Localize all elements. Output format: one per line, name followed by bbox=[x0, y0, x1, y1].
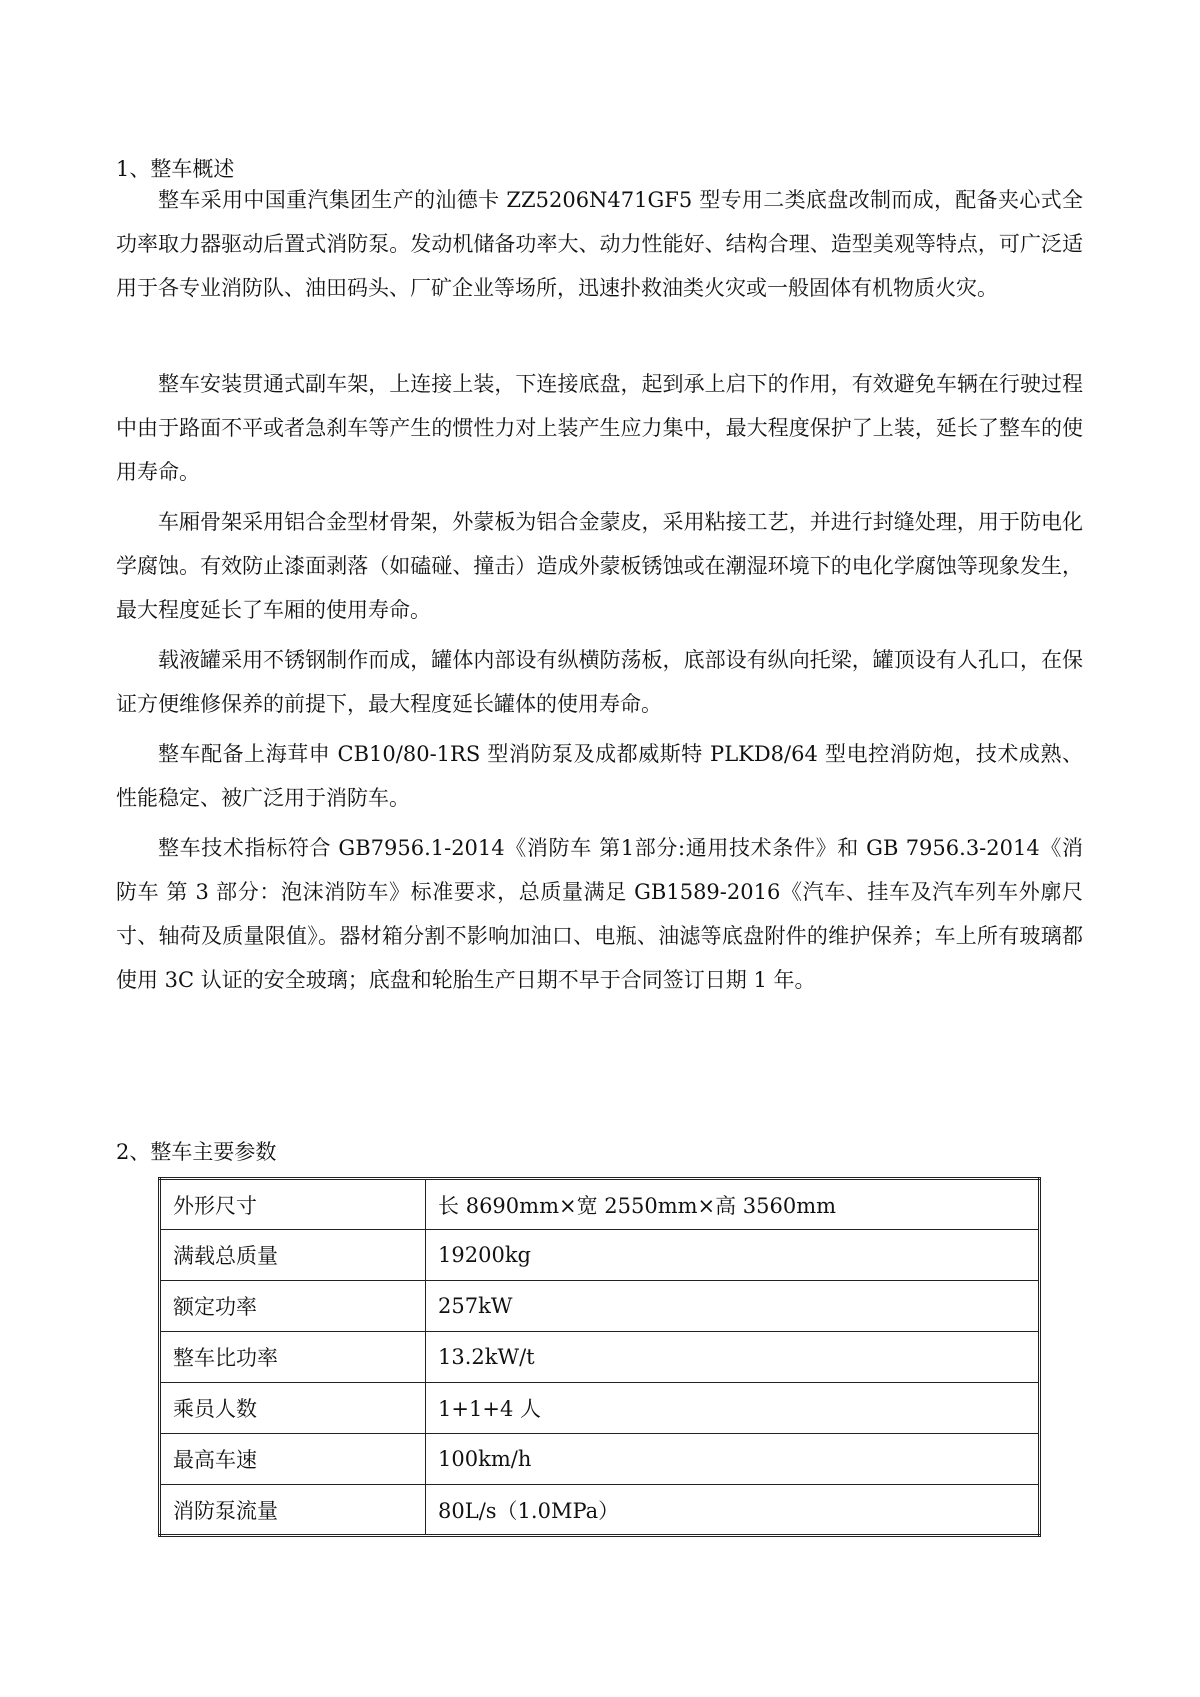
param-name: 整车比功率 bbox=[160, 1332, 426, 1383]
table-row bbox=[160, 1281, 1040, 1332]
param-value: 13.2kW/t bbox=[426, 1332, 1040, 1383]
param-name: 外形尺寸 bbox=[160, 1179, 426, 1230]
table-row bbox=[160, 1434, 1040, 1485]
param-name: 消防泵流量 bbox=[160, 1485, 426, 1536]
param-name: 乘员人数 bbox=[160, 1383, 426, 1434]
param-value: 长 8690mm×宽 2550mm×高 3560mm bbox=[426, 1179, 1040, 1230]
parameters-table bbox=[158, 1177, 1041, 1537]
table-row bbox=[160, 1332, 1040, 1383]
section-heading-parameters: 2、整车主要参数 bbox=[116, 1140, 277, 1164]
param-value: 1+1+4 人 bbox=[426, 1383, 1040, 1434]
paragraph-pump: 整车配备上海茸申 CB10/80-1RS 型消防泵及成都威斯特 PLKD8/64 型电控消防炮，技术成熟、性能稳定、被广泛用于消防车。 bbox=[116, 742, 1083, 810]
param-value: 257kW bbox=[426, 1281, 1040, 1332]
param-name: 最高车速 bbox=[160, 1434, 426, 1485]
paragraph-chassis: 整车采用中国重汽集团生产的汕德卡 ZZ5206N471GF5 型专用二类底盘改制而成，配备夹心式全功率取力器驱动后置式消防泵。发动机储备功率大、动力性能好、结构合理、造型美观等特点，可广泛适用于各专业消防队、油田码头、厂矿企业等场所，迅速扑救油类火灾或一般固体有机物质火灾。 bbox=[116, 188, 1083, 300]
table-row bbox=[160, 1485, 1040, 1536]
param-name: 满载总质量 bbox=[160, 1230, 426, 1281]
section-heading-overview: 1、整车概述 bbox=[116, 157, 235, 181]
paragraph-body-frame: 车厢骨架采用铝合金型材骨架，外蒙板为铝合金蒙皮，采用粘接工艺，并进行封缝处理，用于防电化学腐蚀。有效防止漆面剥落（如磕碰、撞击）造成外蒙板锈蚀或在潮湿环境下的电化学腐蚀等现象发生，最大程度延长了车厢的使用寿命。 bbox=[116, 510, 1083, 622]
paragraph-standards: 整车技术指标符合 GB7956.1-2014《消防车 第1部分:通用技术条件》和 GB 7956.3-2014《消防车 第 3 部分：泡沫消防车》标准要求，总质量满足 GB1589-2016《汽车、挂车及汽车列车外廓尺寸、轴荷及质量限值》。器材箱分割不影响加油口、电瓶、油滤等底盘附件的维护保养；车上所有玻璃都使用 3C 认证的安全玻璃；底盘和轮胎生产日期不早于合同签订日期 1 年。 bbox=[116, 836, 1083, 992]
paragraph-tank: 载液罐采用不锈钢制作而成，罐体内部设有纵横防荡板，底部设有纵向托梁，罐顶设有人孔口，在保证方便维修保养的前提下，最大程度延长罐体的使用寿命。 bbox=[116, 648, 1083, 716]
param-value: 100km/h bbox=[426, 1434, 1040, 1485]
paragraph-subframe: 整车安装贯通式副车架，上连接上装，下连接底盘，起到承上启下的作用，有效避免车辆在行驶过程中由于路面不平或者急刹车等产生的惯性力对上装产生应力集中，最大程度保护了上装，延长了整车的使用寿命。 bbox=[116, 372, 1083, 484]
param-value: 80L/s（1.0MPa） bbox=[426, 1485, 1040, 1536]
param-value: 19200kg bbox=[426, 1230, 1040, 1281]
table-row bbox=[160, 1179, 1040, 1230]
table-row bbox=[160, 1383, 1040, 1434]
param-name: 额定功率 bbox=[160, 1281, 426, 1332]
table-row bbox=[160, 1230, 1040, 1281]
